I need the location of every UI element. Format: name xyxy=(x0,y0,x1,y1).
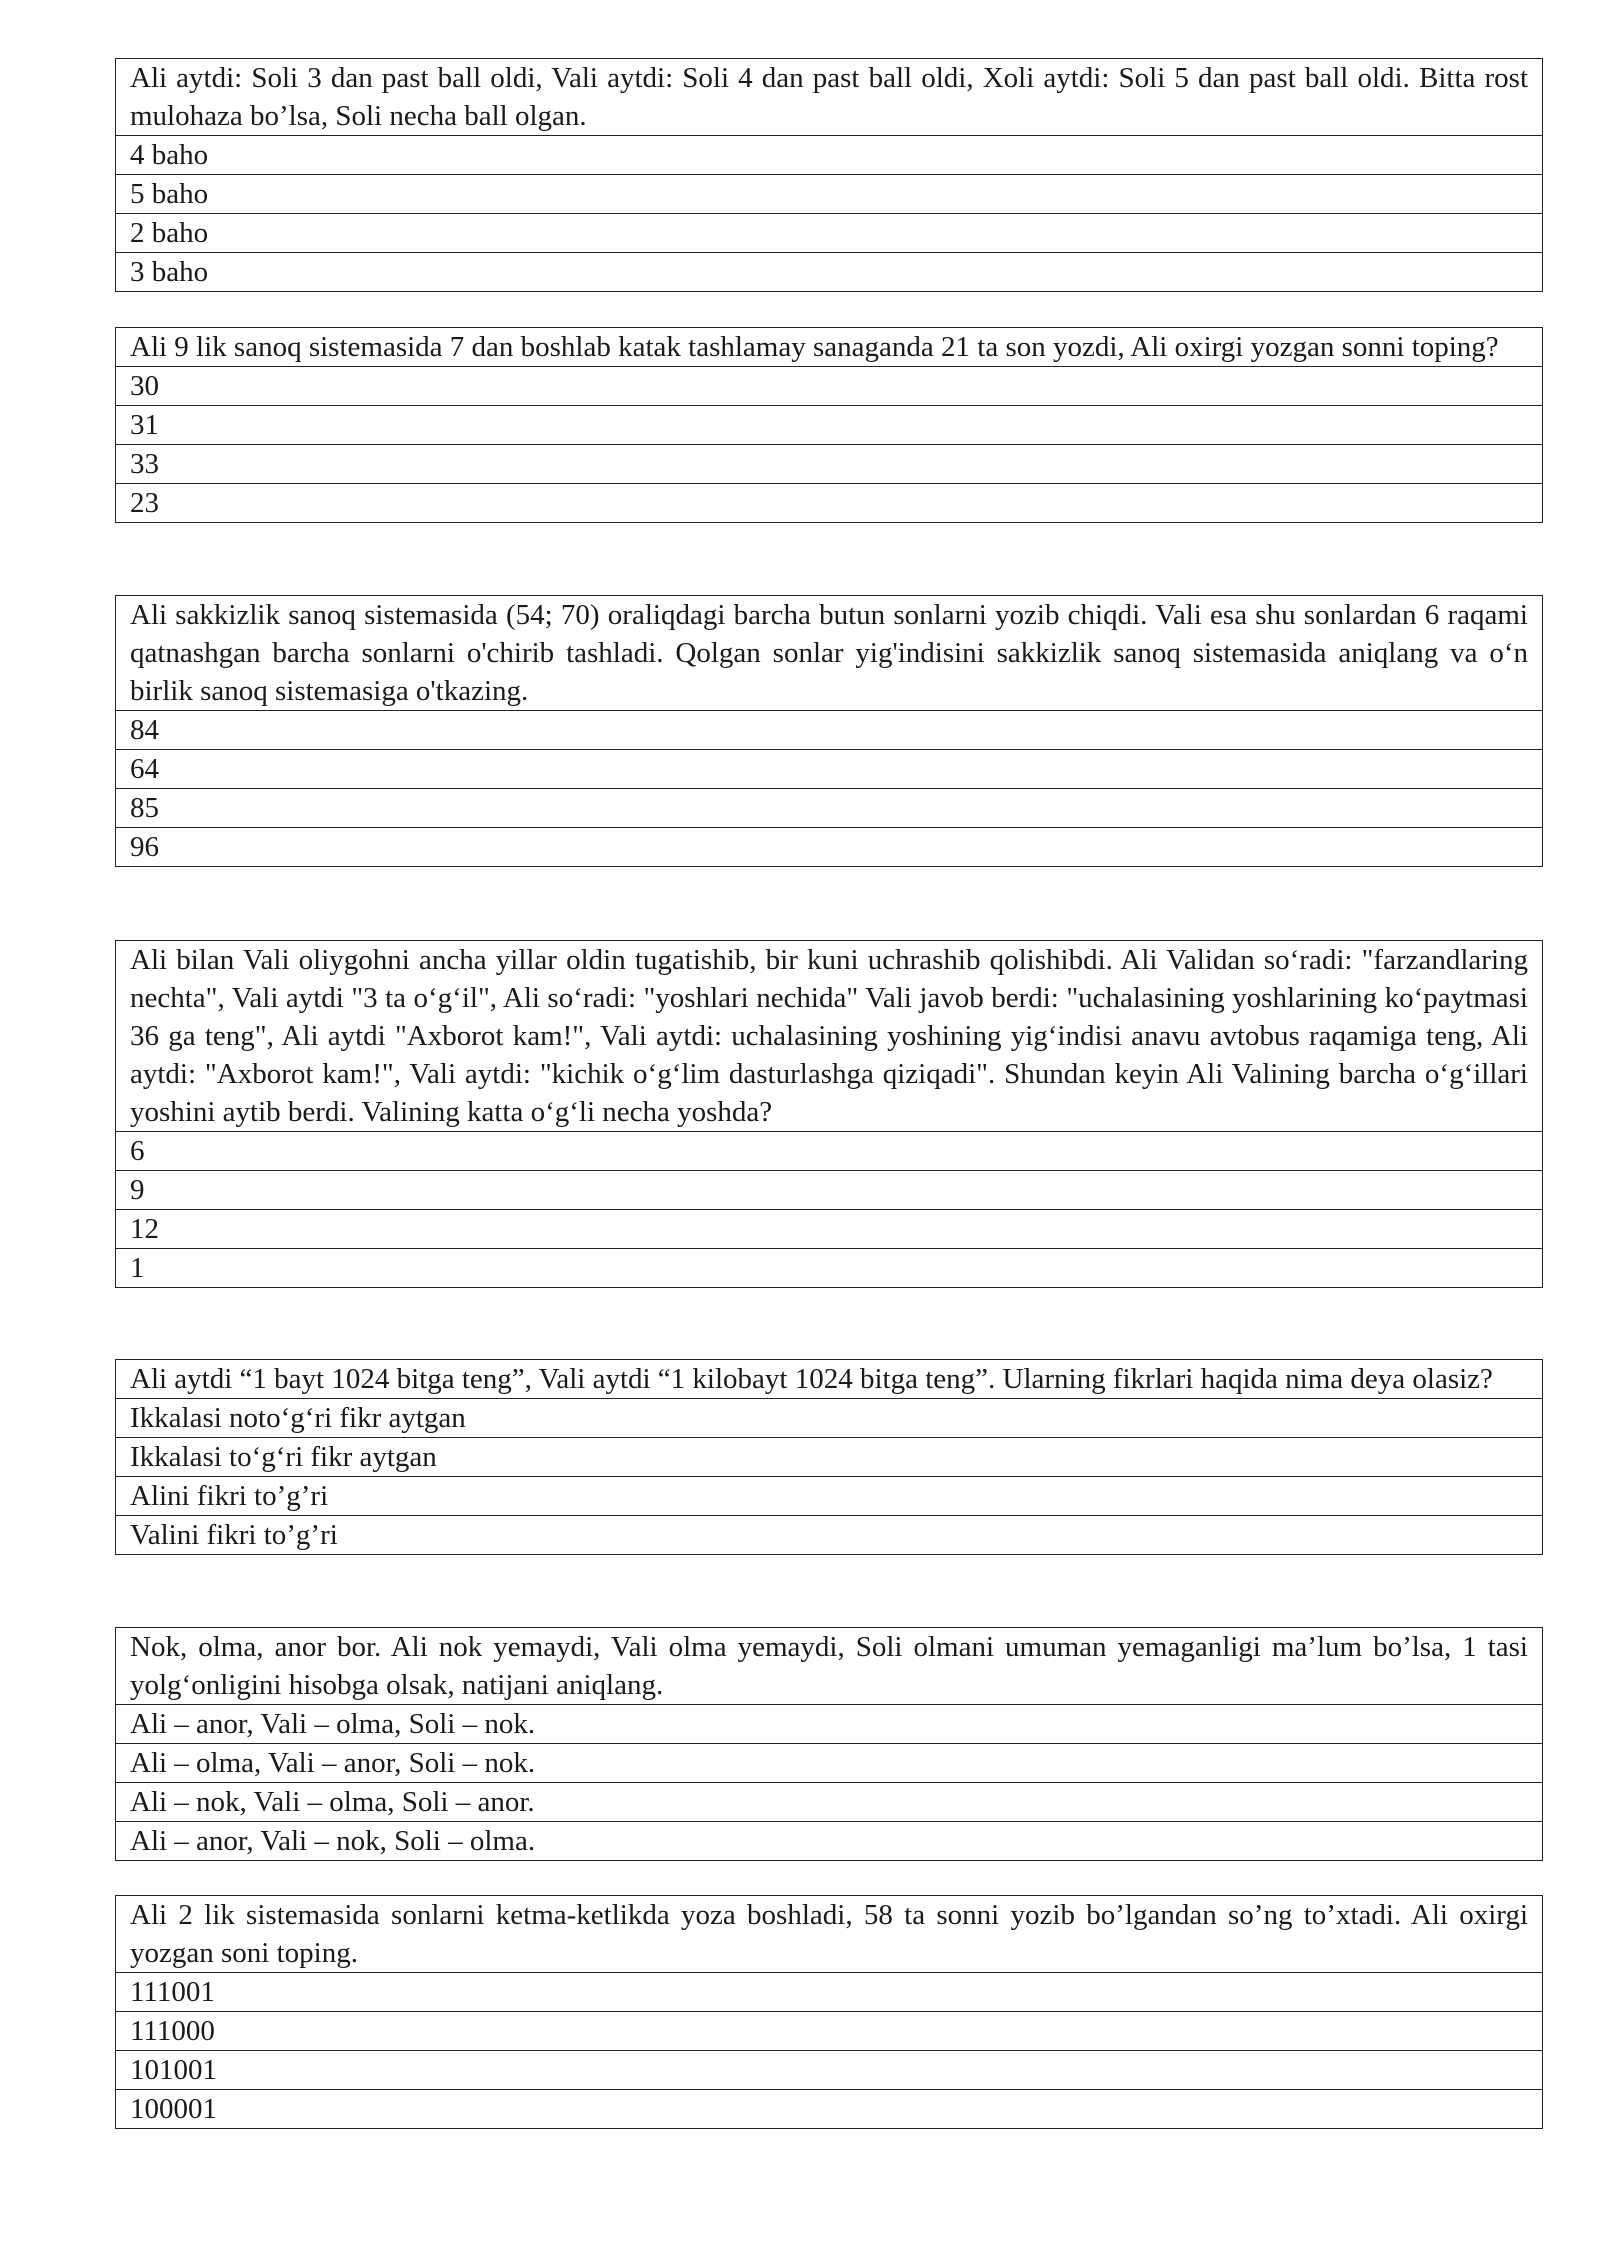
answer-option: 5 baho xyxy=(116,175,1543,214)
answer-option: 23 xyxy=(116,484,1543,523)
answer-option: 30 xyxy=(116,367,1543,406)
question-block-2 xyxy=(115,327,1543,523)
question-block-6 xyxy=(115,1627,1543,1861)
answer-option: 6 xyxy=(116,1132,1543,1171)
answer-option: 3 baho xyxy=(116,253,1543,292)
question-block-1 xyxy=(115,58,1543,292)
answer-option: Ali – nok, Vali – olma, Soli – anor. xyxy=(116,1783,1543,1822)
answer-option: Ali – anor, Vali – olma, Soli – nok. xyxy=(116,1705,1543,1744)
answer-option: 4 baho xyxy=(116,136,1543,175)
question-text: Ali bilan Vali oliygohni ancha yillar oldin tugatishib, bir kuni uchrashib qolishibdi. Ali Validan so‘radi: "farzandlaring nechta", Vali aytdi "3 ta o‘g‘il", Ali so‘radi: "yoshlari nechida" Vali javob berdi: "uchalasining yoshlarining ko‘paytmasi 36 ga teng", Ali aytdi "Axborot kam!", Vali aytdi: uchalasining yoshining yig‘indisi anavu avtobus raqamiga teng, Ali aytdi: "Axborot kam!", Vali aytdi: "kichik o‘g‘lim dasturlashga qiziqadi". Shundan keyin Ali Valining barcha o‘g‘illari yoshini aytib berdi. Valining katta o‘g‘li necha yoshda? xyxy=(116,941,1543,1132)
answer-option: Valini fikri to’g’ri xyxy=(116,1516,1543,1555)
answer-option: 1 xyxy=(116,1249,1543,1288)
answer-option: 96 xyxy=(116,828,1543,867)
answer-option: 111000 xyxy=(116,2012,1543,2051)
question-text: Ali sakkizlik sanoq sistemasida (54; 70) oraliqdagi barcha butun sonlarni yozib chiqdi. Vali esa shu sonlardan 6 raqami qatnashgan barcha sonlarni o'chirib tashladi. Qolgan sonlar yig'indisini sakkizlik sanoq sistemasida aniqlang va o‘n birlik sanoq sistemasiga o'tkazing. xyxy=(116,596,1543,711)
answer-option: Ikkalasi noto‘g‘ri fikr aytgan xyxy=(116,1399,1543,1438)
answer-option: 33 xyxy=(116,445,1543,484)
answer-option: Ikkalasi to‘g‘ri fikr aytgan xyxy=(116,1438,1543,1477)
question-text: Ali aytdi “1 bayt 1024 bitga teng”, Vali aytdi “1 kilobayt 1024 bitga teng”. Ularning fikrlari haqida nima deya olasiz? xyxy=(116,1360,1543,1399)
answer-option: 31 xyxy=(116,406,1543,445)
question-block-4 xyxy=(115,940,1543,1288)
question-text: Ali aytdi: Soli 3 dan past ball oldi, Vali aytdi: Soli 4 dan past ball oldi, Xoli aytdi: Soli 5 dan past ball oldi. Bitta rost mulohaza bo’lsa, Soli necha ball olgan. xyxy=(116,59,1543,136)
answer-option: 64 xyxy=(116,750,1543,789)
answer-option: 84 xyxy=(116,711,1543,750)
answer-option: Ali – olma, Vali – anor, Soli – nok. xyxy=(116,1744,1543,1783)
question-block-7 xyxy=(115,1895,1543,2129)
answer-option: 100001 xyxy=(116,2090,1543,2129)
answer-option: 2 baho xyxy=(116,214,1543,253)
question-text: Ali 2 lik sistemasida sonlarni ketma-ketlikda yoza boshladi, 58 ta sonni yozib bo’lgandan so’ng to’xtadi. Ali oxirgi yozgan soni toping. xyxy=(116,1896,1543,1973)
answer-option: 12 xyxy=(116,1210,1543,1249)
answer-option: 111001 xyxy=(116,1973,1543,2012)
answer-option: 85 xyxy=(116,789,1543,828)
answer-option: Ali – anor, Vali – nok, Soli – olma. xyxy=(116,1822,1543,1861)
answer-option: 101001 xyxy=(116,2051,1543,2090)
question-block-3 xyxy=(115,595,1543,867)
question-block-5 xyxy=(115,1359,1543,1555)
question-text: Ali 9 lik sanoq sistemasida 7 dan boshlab katak tashlamay sanaganda 21 ta son yozdi, Ali oxirgi yozgan sonni toping? xyxy=(116,328,1543,367)
question-text: Nok, olma, anor bor. Ali nok yemaydi, Vali olma yemaydi, Soli olmani umuman yemaganligi ma’lum bo’lsa, 1 tasi yolg‘onligini hisobga olsak, natijani aniqlang. xyxy=(116,1628,1543,1705)
answer-option: Alini fikri to’g’ri xyxy=(116,1477,1543,1516)
answer-option: 9 xyxy=(116,1171,1543,1210)
